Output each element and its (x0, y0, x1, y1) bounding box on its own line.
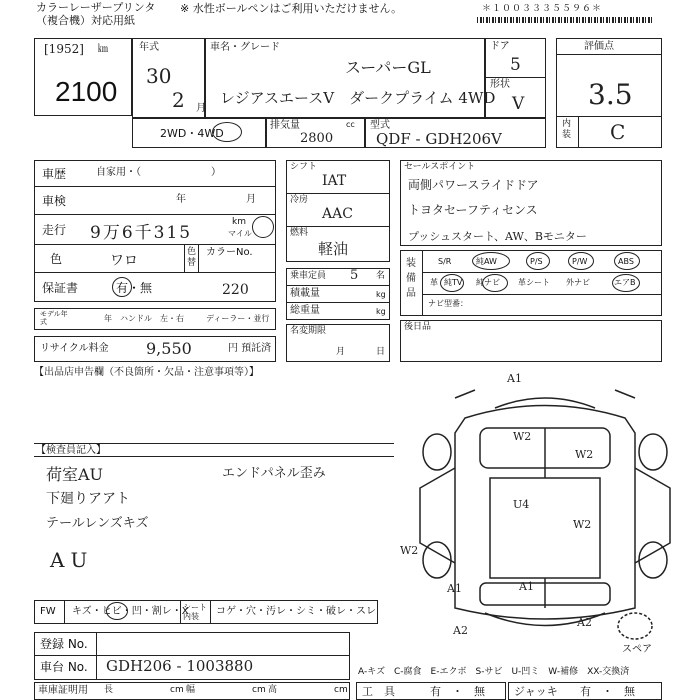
color-value: ワロ (110, 253, 138, 269)
equipment-aw: 純AW (476, 257, 497, 266)
warranty-label: 保証書 (42, 281, 79, 295)
inspector-note-right: エンドパネル歪み (222, 466, 326, 481)
recycle-unit: 円 預託済 (228, 343, 272, 354)
equipment-leather: 革 (430, 278, 438, 287)
rear-right-wheel (639, 434, 667, 470)
cert-width-label: 幅 (186, 685, 196, 695)
door-label: ドア (490, 41, 510, 52)
year-value: 30 (146, 64, 172, 88)
mileage-value: 9万6千315 (90, 223, 193, 243)
name-change-label: 名変期限 (290, 326, 327, 336)
equipment-abs: ABS (618, 257, 634, 266)
drive-value: 2WD・4WD (160, 127, 224, 140)
equipment-label: 装備品 (406, 258, 416, 299)
inspector-note-3: テールレンズキズ (46, 516, 149, 531)
front-right-wheel (639, 542, 667, 578)
equipment-aw-circle (472, 252, 510, 270)
inspector-note-2: 下廻りアアト (46, 491, 130, 507)
fuel-value: 軽油 (318, 240, 349, 258)
equipment-sr: S/R (438, 257, 452, 266)
tool-label: 工 具 (362, 685, 395, 698)
car-diagram (395, 368, 695, 648)
cert-length-unit: cm (170, 685, 184, 695)
shape-label: 形状 (490, 79, 510, 90)
load-label: 積載量 (290, 288, 320, 299)
interior-label: 内装 (562, 119, 572, 140)
model-label: 型式 (370, 120, 390, 131)
equipment-tv-circle (440, 274, 464, 292)
inspector-note-4: AU (50, 548, 94, 572)
damage-left-side: W2 (400, 544, 419, 557)
handle-label: ハンドル 左・右 (120, 314, 184, 323)
month-unit: 月 (196, 103, 206, 114)
damage-right-door: W2 (573, 518, 592, 531)
cert-height-label: 高 (268, 685, 278, 695)
inspector-note-1: 荷室AU (46, 465, 104, 484)
shift-label: シフト (290, 162, 318, 172)
capacity-unit: 名 (376, 271, 386, 281)
equipment-airbag: エアB (614, 278, 636, 287)
rear-items-box (400, 320, 662, 362)
inspection-month: 月 (246, 194, 256, 205)
equipment-leather-seat: 革シート (518, 278, 550, 287)
damage-legend: A-キズ C-腐食 E-エクボ S-サビ U-凹ミ W-補修 XX-交換済 (358, 667, 630, 677)
displacement-value: 2800 (300, 131, 334, 146)
damage-front-bumper-left: A2 (453, 624, 468, 637)
damage-windshield: A1 (519, 580, 534, 593)
garage-cert-label: 車庫証明用 (38, 685, 88, 696)
capacity-label: 乗車定員 (290, 271, 327, 281)
barcode-number: ＊１００３３３５５９６＊ (482, 4, 603, 14)
mileage-label: 走行 (42, 223, 67, 237)
equipment-external-navi: 外ナビ (566, 278, 590, 287)
lot-number: 2100 (55, 76, 118, 107)
fw-crack-circle (106, 602, 128, 620)
seat-label: シート内装 (183, 603, 207, 621)
inspection-label: 車検 (42, 194, 67, 208)
inspector-label: 【検査員記入】 (36, 445, 106, 456)
shape-value: V (512, 94, 525, 114)
drive-circle (212, 122, 242, 142)
equipment-ps-circle (526, 252, 550, 270)
capacity-value: 5 (350, 268, 359, 283)
equipment-abs-circle (614, 252, 640, 270)
fw-label: FW (40, 606, 56, 617)
jack-label: ジャッキ (514, 685, 558, 698)
damage-rear-right: W2 (575, 448, 594, 461)
equipment-airbag-circle (612, 274, 640, 292)
equipment-navi: 純ナビ (476, 278, 500, 287)
fw-value: キズ・ヒビ・凹・割レ・X (72, 606, 189, 617)
month-value: 2 (172, 88, 185, 112)
warranty-value: 有・無 (116, 281, 153, 295)
front-left-wheel (423, 542, 451, 578)
history-label: 車歴 (42, 167, 67, 181)
sales-point-line1: 両側パワースライドドア (408, 178, 539, 192)
damage-roof: U4 (513, 498, 530, 511)
displacement-label: 排気量 (270, 120, 300, 131)
navi-model-label: ナビ型番： (428, 299, 468, 308)
load-unit: kg (376, 290, 386, 299)
mileage-circle (252, 216, 274, 238)
barcode (477, 17, 653, 23)
mileage-unit-km: km (232, 217, 246, 227)
spare-label: スペア (622, 644, 652, 655)
gross-label: 総重量 (290, 305, 320, 316)
cert-width-unit: cm (252, 685, 266, 695)
ac-label: 冷房 (290, 195, 309, 205)
damage-rear-bumper: A1 (507, 372, 522, 385)
damage-front-left: A1 (447, 582, 462, 595)
rear-bumper-outline (495, 398, 595, 408)
warranty-circle (112, 277, 132, 297)
ac-value: AAC (322, 206, 353, 222)
color-label: 色 (50, 252, 63, 266)
model-value: QDF - GDH206V (376, 130, 502, 148)
header-paper-note: （複合機）対応用紙 (36, 14, 135, 27)
sales-point-line3: プッシュスタート、AW、Bモニター (408, 230, 587, 243)
tool-value: 有 ・ 無 (430, 685, 485, 698)
door-value: 5 (510, 55, 521, 75)
mileage-unit-mile: マイル (228, 229, 252, 238)
sales-point-line2: トヨタセーフティセンス (408, 203, 538, 217)
header-printer-note: カラーレーザープリンタ (36, 1, 156, 14)
registration-label: 登録 No. (40, 637, 88, 651)
color-no-label: カラーNo. (206, 247, 253, 258)
rear-items-label: 後日品 (404, 322, 432, 332)
lot-label: [1952] (44, 42, 84, 56)
year-label: 年式 (139, 42, 159, 53)
name-change-day: 日 (376, 347, 386, 357)
chassis-label: 車台 No. (40, 660, 88, 674)
exhibitor-label: 【出品店申告欄（不良箇所・欠品・注意事項等）】 (34, 367, 259, 378)
recycle-label: リサイクル料金 (40, 343, 109, 354)
displacement-unit: cc (346, 120, 355, 129)
cert-height-unit: cm (334, 685, 348, 695)
inspection-year: 年 (176, 194, 186, 205)
cert-length-label: 長 (104, 685, 114, 695)
equipment-pw: P/W (572, 257, 588, 266)
name-change-month: 月 (336, 347, 346, 357)
equipment-pw-circle (568, 252, 594, 270)
dealer-label: ディーラー・並行 (206, 314, 270, 323)
name-label: 車名・グレード (210, 42, 280, 53)
chassis-value: GDH206 - 1003880 (106, 657, 254, 675)
score-value: 3.5 (588, 78, 633, 111)
grade-value: スーパーGL (345, 58, 431, 77)
equipment-tv: 純TV (444, 278, 463, 287)
seat-value: コゲ・穴・汚レ・シミ・破レ・スレ (216, 606, 376, 617)
damage-front-bumper-right: A2 (577, 616, 592, 629)
model-year-unit: 年 (104, 314, 112, 323)
jack-value: 有 ・ 無 (580, 685, 635, 698)
recycle-value: 9,550 (146, 339, 192, 358)
color-no-value: 220 (222, 282, 249, 298)
color-change-label: 色替 (187, 247, 197, 268)
vehicle-name-value: レジアスエースV ダークプライム 4WD (220, 89, 496, 107)
spare-tire (618, 613, 652, 639)
mirror-lines (455, 390, 635, 398)
fuel-label: 燃料 (290, 228, 309, 238)
score-label: 評価点 (584, 41, 614, 52)
shift-value: IAT (322, 173, 347, 189)
interior-value: C (610, 120, 626, 144)
history-value: 自家用・（ ） (96, 167, 221, 178)
gross-unit: kg (376, 307, 386, 316)
header-pen-notice: ※ 水性ボールペンはご利用いただけません。 (180, 2, 403, 15)
equipment-ps: P/S (530, 257, 543, 266)
rear-left-wheel (423, 434, 451, 470)
damage-rear-panel: W2 (513, 430, 532, 443)
lot-unit: ㎞ (98, 44, 108, 55)
model-year-label: モデル年式 (40, 310, 68, 326)
sales-point-label: セールスポイント (404, 162, 476, 172)
equipment-navi-circle (482, 274, 508, 292)
